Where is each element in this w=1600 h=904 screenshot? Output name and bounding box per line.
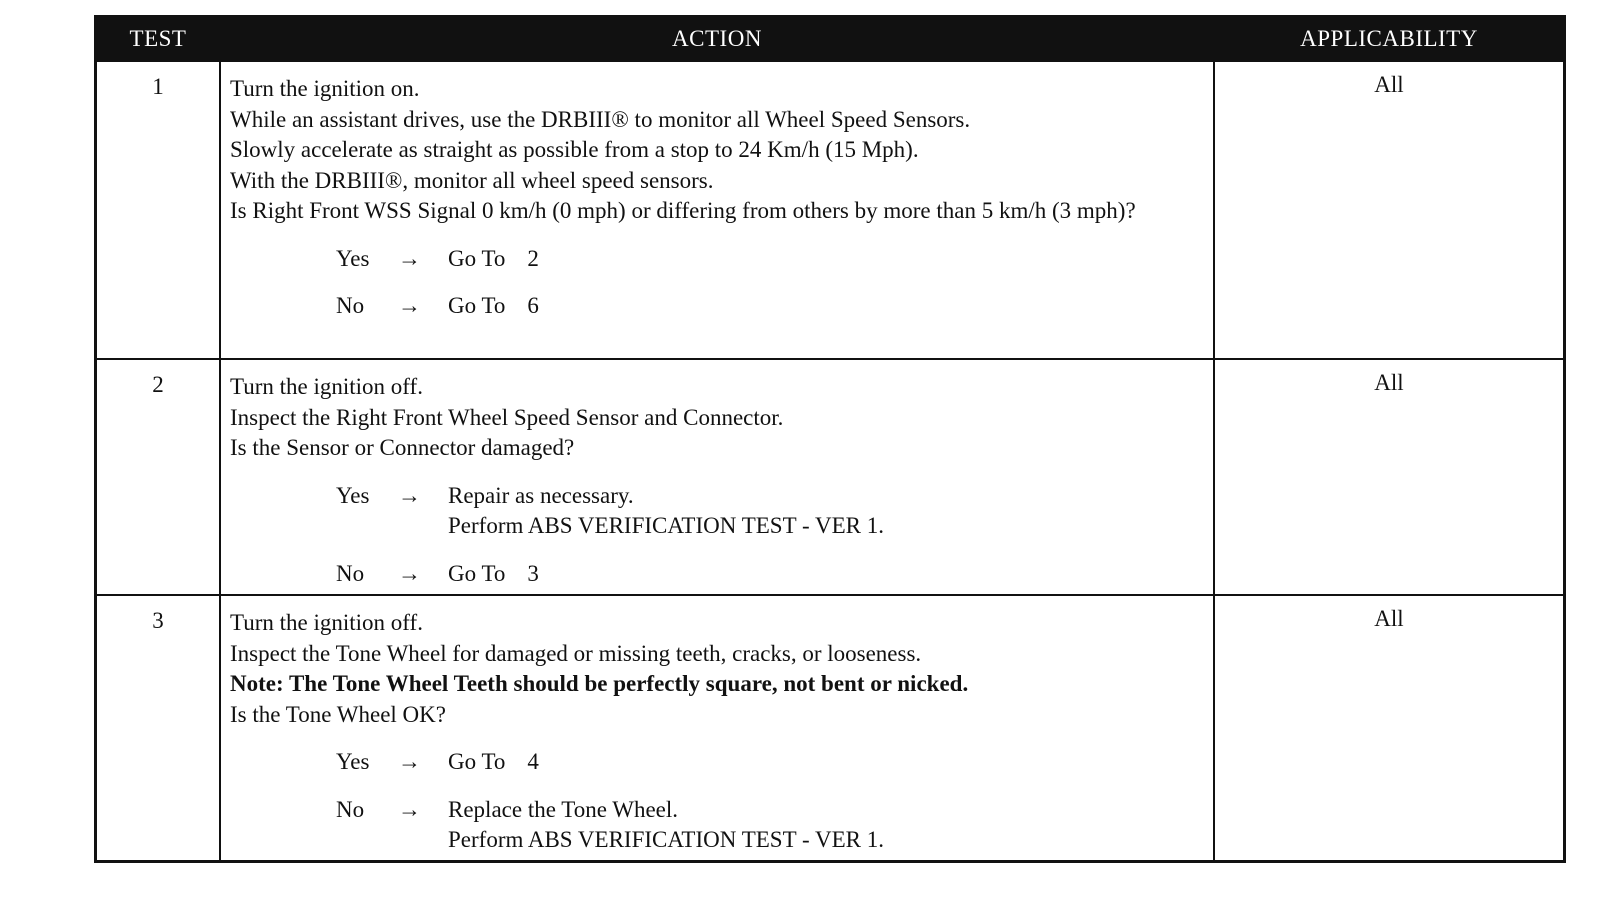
arrow-icon: → [398, 749, 421, 774]
action-line: Inspect the Tone Wheel for damaged or missing teeth, cracks, or looseness. [230, 640, 922, 666]
answer-no [230, 291, 1205, 322]
answer-no [230, 559, 1205, 590]
goto-target: 3 [527, 560, 539, 586]
arrow-icon: → [398, 293, 421, 318]
diagnostic-test-table [94, 15, 1566, 863]
test-number: 1 [152, 74, 164, 99]
action-question: Is Right Front WSS Signal 0 km/h (0 mph) or differing from others by more than 5 km/h (3 mph)? [230, 198, 1136, 223]
answer-label: No [336, 293, 365, 318]
header-applicability: APPLICABILITY [1300, 26, 1478, 51]
answer-label: No [336, 560, 365, 586]
test-action [219, 62, 1215, 358]
test-applicability: All [1374, 370, 1404, 395]
goto-text: Go To [448, 749, 506, 774]
test-action [219, 360, 1215, 594]
action-note: Note: The Tone Wheel Teeth should be perfectly square, not bent or nicked. [230, 671, 969, 696]
test-row-3 [97, 594, 1563, 860]
answer-text: Replace the Tone Wheel. [448, 796, 678, 822]
test-number: 2 [152, 372, 164, 397]
answer-yes [230, 481, 1205, 542]
test-action [219, 596, 1215, 860]
test-row-1 [97, 60, 1563, 358]
answer-list [230, 481, 1205, 590]
answer-goto [448, 291, 1205, 322]
answer-list [230, 244, 1205, 322]
arrow-icon: → [398, 796, 421, 822]
answer-list [230, 747, 1205, 856]
header-action: ACTION [672, 26, 762, 51]
goto-target: 4 [527, 749, 539, 774]
answer-no [230, 795, 1205, 856]
answer-text: Perform ABS VERIFICATION TEST - VER 1. [448, 513, 884, 538]
arrow-icon: → [398, 482, 421, 508]
answer-instructions [448, 481, 1205, 542]
goto-target: 2 [527, 245, 539, 271]
action-line: Slowly accelerate as straight as possible from a stop to 24 Km/h (15 Mph). [230, 137, 919, 162]
answer-text: Repair as necessary. [448, 482, 634, 508]
action-line: With the DRBIII®, monitor all wheel speed sensors. [230, 167, 714, 193]
answer-instructions [448, 795, 1205, 856]
answer-yes [230, 244, 1205, 275]
action-line: Inspect the Right Front Wheel Speed Sensor and Connector. [230, 404, 784, 430]
answer-yes [230, 747, 1205, 778]
test-number: 3 [152, 608, 164, 633]
answer-label: Yes [336, 482, 370, 508]
answer-label: Yes [336, 749, 370, 774]
answer-label: Yes [336, 245, 370, 271]
action-question: Is the Sensor or Connector damaged? [230, 435, 575, 460]
action-line: Turn the ignition off. [230, 374, 423, 399]
arrow-icon: → [398, 245, 421, 271]
answer-text: Perform ABS VERIFICATION TEST - VER 1. [448, 827, 884, 852]
goto-text: Go To [448, 293, 506, 318]
table-header [97, 18, 1563, 60]
answer-label: No [336, 796, 365, 822]
header-test: TEST [129, 26, 187, 51]
test-row-2 [97, 358, 1563, 594]
test-applicability: All [1374, 72, 1404, 97]
answer-goto [448, 747, 1205, 778]
answer-goto [448, 244, 1205, 275]
goto-text: Go To [448, 560, 506, 586]
arrow-icon: → [398, 560, 421, 586]
action-line: Turn the ignition on. [230, 76, 420, 101]
action-line: Turn the ignition off. [230, 610, 423, 635]
answer-goto [448, 559, 1205, 590]
goto-target: 6 [527, 293, 539, 318]
goto-text: Go To [448, 245, 506, 271]
test-applicability: All [1374, 606, 1404, 631]
action-line: While an assistant drives, use the DRBIII® to monitor all Wheel Speed Sensors. [230, 106, 971, 132]
action-question: Is the Tone Wheel OK? [230, 701, 446, 727]
